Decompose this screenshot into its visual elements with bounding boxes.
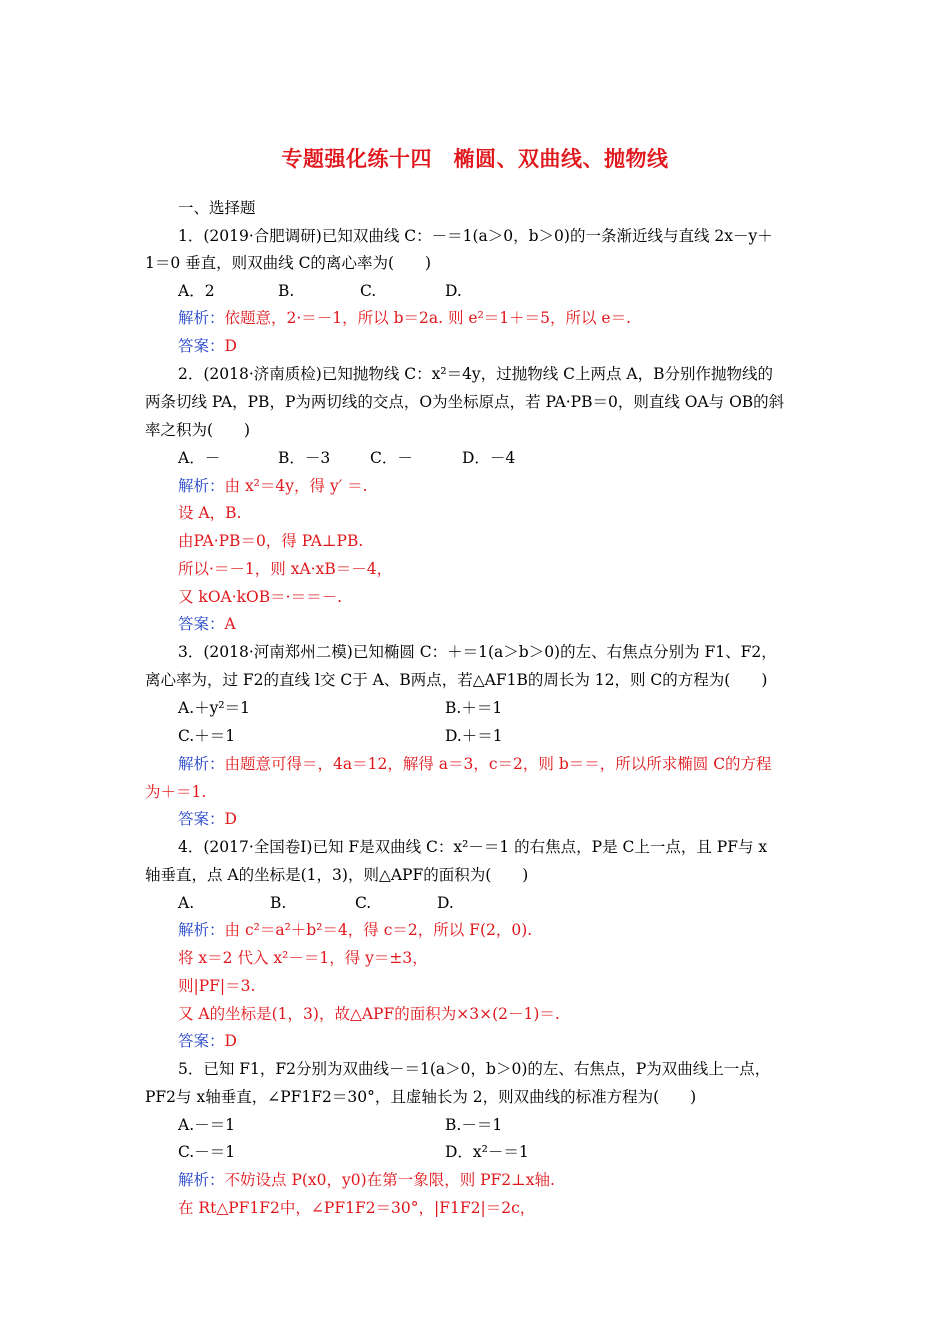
text-line (178, 364, 773, 384)
answer-label: 答案： (178, 615, 225, 633)
choice-option: B．－3 (278, 449, 331, 467)
choice-option: A.＋y²＝1 (178, 699, 250, 717)
line-text: D (224, 337, 237, 355)
text-line (178, 336, 237, 356)
text-line (178, 476, 368, 496)
text-line (145, 865, 528, 885)
line-text: 将 x＝2 代入 x²－＝1，得 y＝±3， (178, 949, 428, 967)
choice-option: C. (355, 894, 372, 912)
line-text: 又 A的坐标是(1，3)，故△APF的面积为×3×(2－1)＝. (178, 1005, 560, 1023)
text-line (178, 754, 772, 774)
choice-option: D. (445, 282, 462, 300)
text-line (178, 642, 777, 662)
text-line (178, 976, 255, 996)
text-line (178, 531, 363, 551)
choice-option: A. (178, 894, 195, 912)
text-line (178, 226, 773, 246)
line-text: 则|PF|＝3. (178, 977, 256, 995)
line-text: 由题意可得＝，4a＝12，解得 a＝3，c＝2，则 b＝＝，所以所求椭圆 C的方程 (224, 755, 772, 773)
text-line (145, 420, 250, 440)
text-line (145, 253, 431, 273)
line-text: 5．已知 F1，F2分别为双曲线－＝1(a＞0，b＞0)的左、右焦点，P为双曲线上一点， (178, 1060, 771, 1078)
line-text: 4．(2017·全国卷Ⅰ)已知 F是双曲线 C：x²－＝1 的右焦点，P是 C上一点，且 PF与 x (178, 838, 768, 856)
answer-label: 答案： (178, 1032, 225, 1050)
choice-option: C.－＝1 (178, 1143, 236, 1161)
choice-option: D.＋＝1 (445, 727, 503, 745)
text-line (145, 1087, 696, 1107)
line-text: 又 kOA·kOB＝·＝＝－. (178, 588, 342, 606)
text-line (178, 587, 342, 607)
answer-label: 解析： (178, 755, 225, 773)
line-text: 轴垂直，点 A的坐标是(1，3)，则△APF的面积为( ) (145, 866, 529, 884)
line-text: 1＝0 垂直，则双曲线 C的离心率为( ) (145, 254, 432, 272)
answer-label: 解析： (178, 477, 225, 495)
line-text: 由 c²＝a²＋b²＝4，得 c＝2，所以 F(2，0). (224, 921, 533, 939)
line-text: D (224, 1032, 237, 1050)
line-text: 两条切线 PA，PB，P为两切线的交点，O为坐标原点，若 PA·PB＝0，则直线 OA与 OB的斜 (145, 393, 785, 411)
line-text: 在 Rt△PF1F2中，∠PF1F2＝30°，|F1F2|＝2c， (178, 1199, 536, 1217)
line-text: 设 A，B. (178, 504, 242, 522)
text-line (178, 1059, 770, 1079)
line-text: 由PA·PB＝0，得 PA⊥PB. (178, 532, 364, 550)
line-text: 依题意，2·＝－1，所以 b＝2a. 则 e²＝1＋＝5，所以 e＝. (224, 309, 632, 327)
line-text: 一、选择题 (178, 199, 256, 217)
choice-option: A．－ (178, 449, 221, 467)
text-line (145, 392, 784, 412)
answer-label: 答案： (178, 810, 225, 828)
text-line (178, 308, 631, 328)
choice-option: C.＋＝1 (178, 727, 236, 745)
text-line (178, 837, 767, 857)
choice-option: D. (437, 894, 454, 912)
text-line (145, 670, 767, 690)
choice-option: D．－4 (462, 449, 516, 467)
choice-option: D．x²－＝1 (445, 1143, 529, 1161)
text-line (178, 503, 241, 523)
line-text: 由 x²＝4y，得 y′ ＝. (224, 477, 368, 495)
text-line (178, 1170, 555, 1190)
line-text: 3．(2018·河南郑州二模)已知椭圆 C：＋＝1(a＞b＞0)的左、右焦点分别为 F1、F2， (178, 643, 777, 661)
text-line (178, 809, 237, 829)
page-title: 专题强化练十四 椭圆、双曲线、抛物线 (281, 147, 669, 171)
answer-label: 答案： (178, 337, 225, 355)
text-line (145, 782, 206, 802)
line-text: 所以·＝－1，则 xA·xB＝－4， (178, 560, 393, 578)
text-line (178, 614, 236, 634)
text-line (178, 1004, 560, 1024)
choice-option: B.－＝1 (445, 1116, 503, 1134)
text-line (178, 198, 256, 218)
choice-option: A．2 (178, 282, 215, 300)
text-line (178, 1031, 237, 1051)
line-text: 不妨设点 P(x0，y0)在第一象限，则 PF2⊥x轴. (224, 1171, 555, 1189)
choice-option: B. (270, 894, 287, 912)
choice-option: C. (360, 282, 377, 300)
line-text: D (224, 810, 237, 828)
text-line (178, 559, 392, 579)
text-line (178, 920, 532, 940)
answer-label: 解析： (178, 921, 225, 939)
line-text: 离心率为，过 F2的直线 l交 C于 A、B两点，若△AF1B的周长为 12，则 C的方程为( ) (145, 671, 768, 689)
choice-option: B. (278, 282, 295, 300)
choice-option: A.－＝1 (178, 1116, 235, 1134)
line-text: PF2与 x轴垂直，∠PF1F2＝30°，且虚轴长为 2，则双曲线的标准方程为( ) (145, 1088, 697, 1106)
line-text: 2．(2018·济南质检)已知抛物线 C：x²＝4y，过抛物线 C上两点 A，B分别作抛物线的 (178, 365, 773, 383)
line-text: 为＋＝1. (145, 783, 207, 801)
choice-option: C．－ (370, 449, 413, 467)
choice-option: B.＋＝1 (445, 699, 503, 717)
text-line (178, 948, 428, 968)
line-text: A (224, 615, 236, 633)
text-line (178, 1198, 535, 1218)
answer-label: 解析： (178, 1171, 225, 1189)
line-text: 1．(2019·合肥调研)已知双曲线 C：－＝1(a＞0，b＞0)的一条渐近线与直线 2x－y＋ (178, 227, 773, 245)
line-text: 率之积为( ) (145, 421, 251, 439)
answer-label: 解析： (178, 309, 225, 327)
